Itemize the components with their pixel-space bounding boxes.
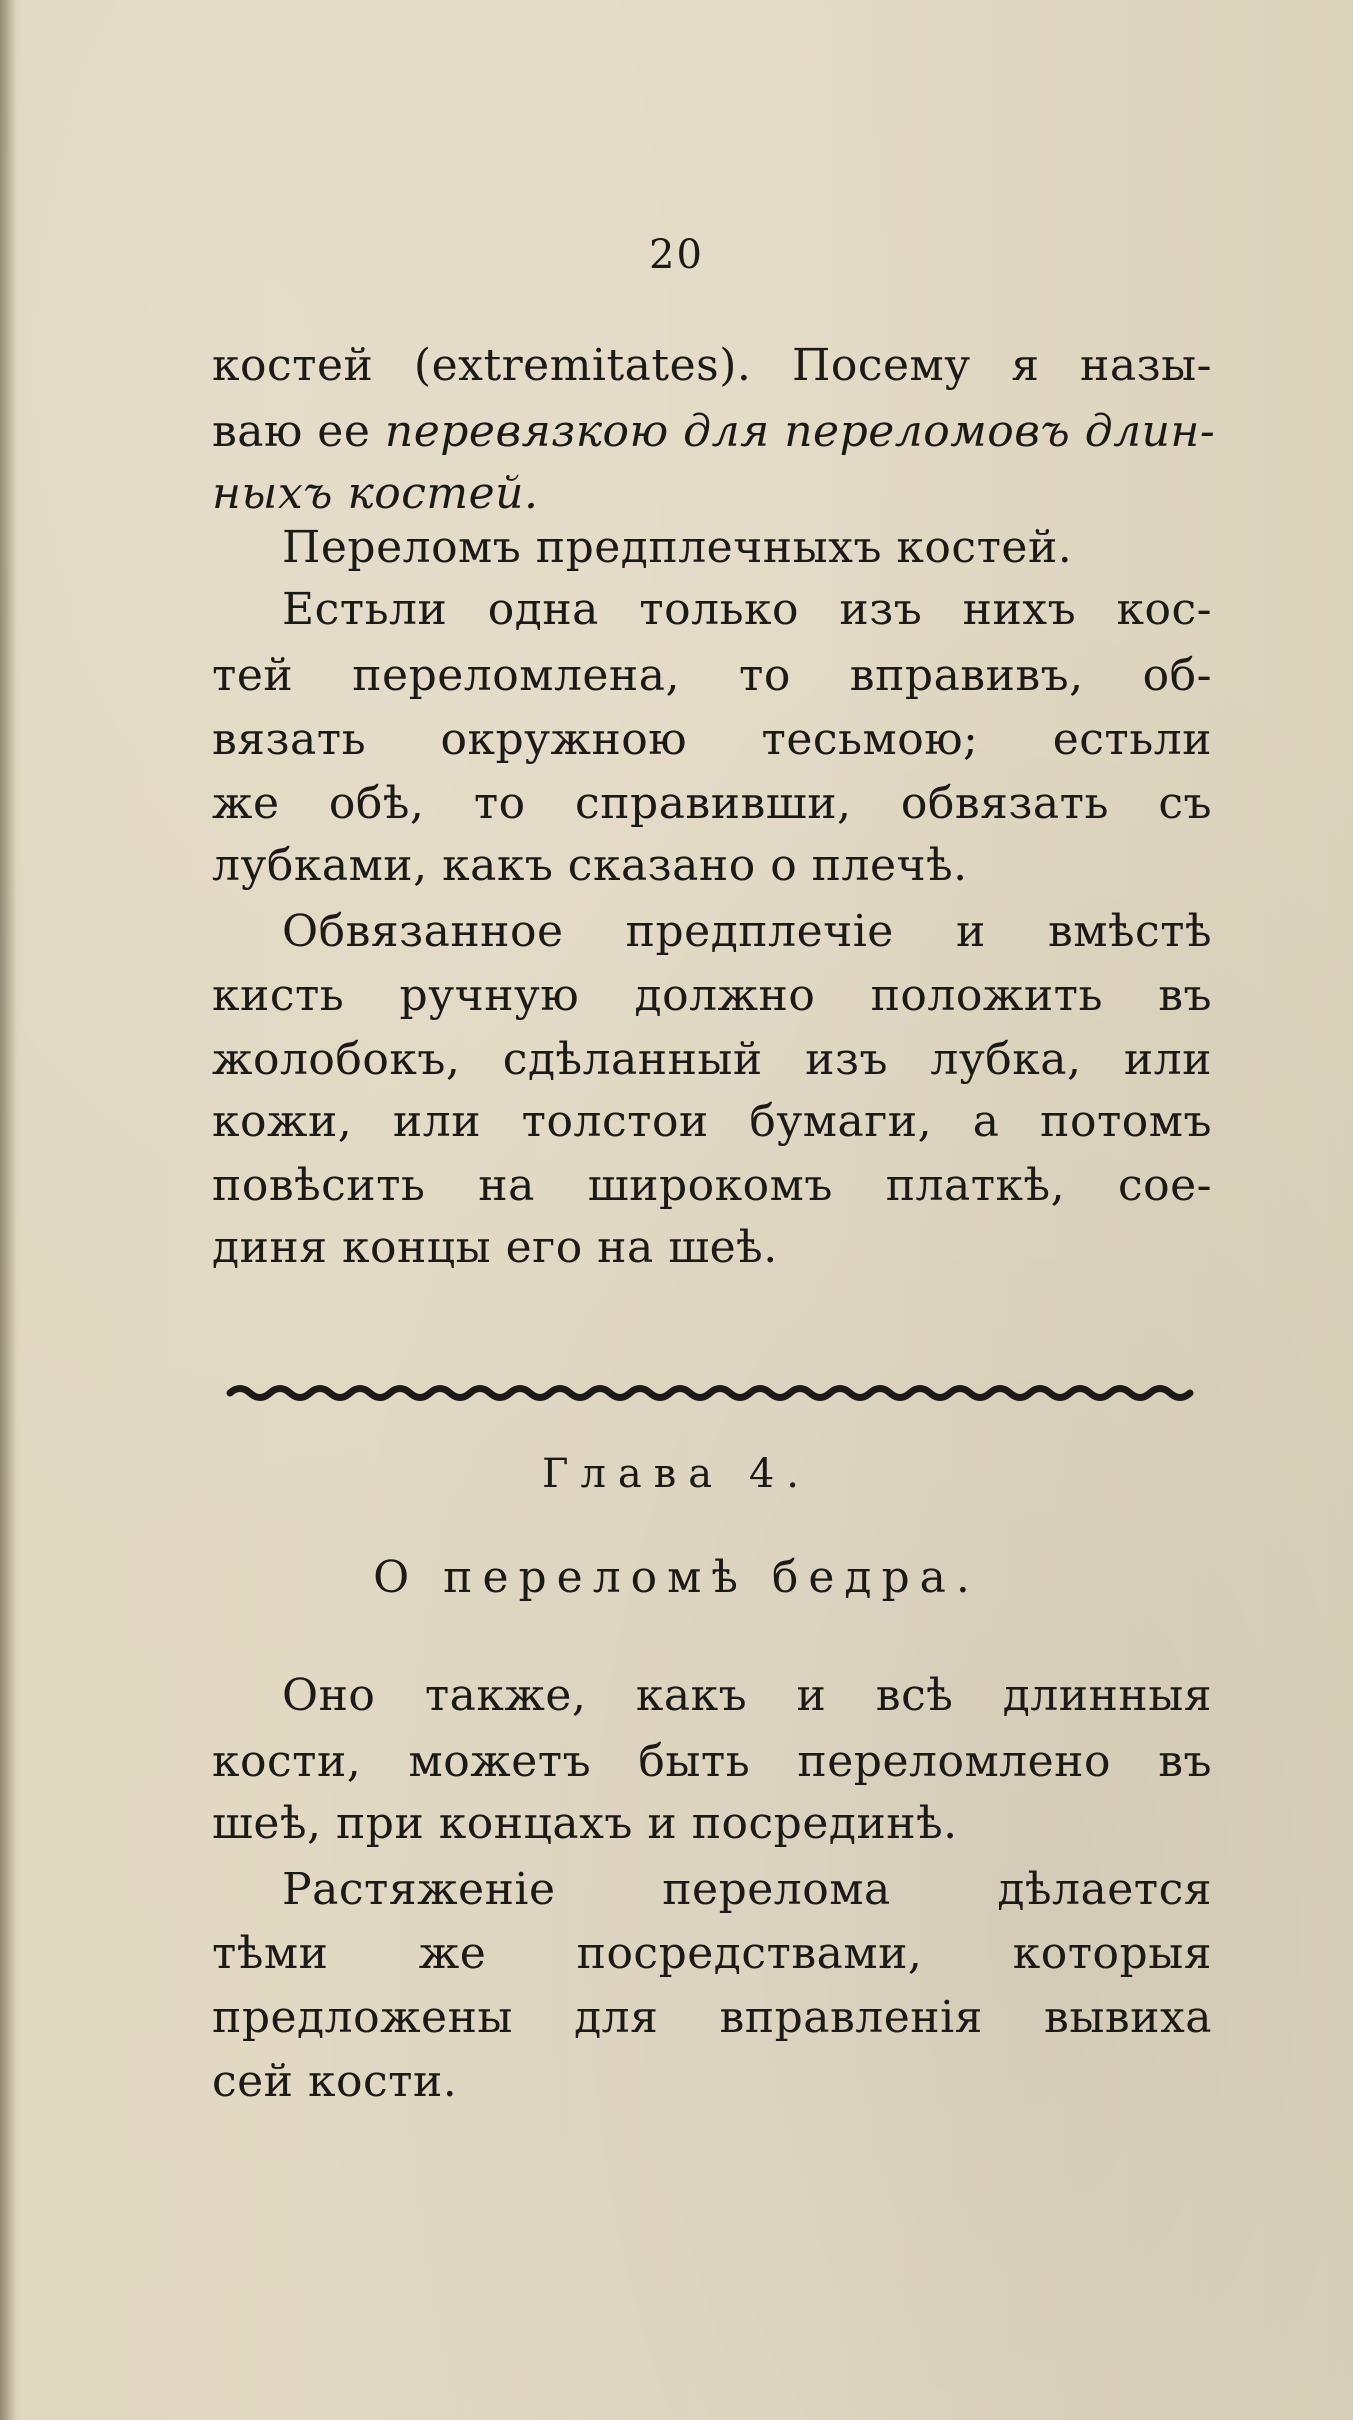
page-edge-shadow bbox=[0, 0, 16, 2420]
text-line-8: же обѣ, то справивши, обвязать съ bbox=[212, 778, 1212, 829]
text-line-5: Естьли одна только изъ нихъ кос- bbox=[282, 584, 1212, 635]
text-line-6: тей переломлена, то вправивъ, об- bbox=[212, 650, 1212, 701]
text-line-16: Оно также, какъ и всѣ длинныя bbox=[282, 1670, 1212, 1721]
text-line-2 bbox=[212, 400, 1216, 464]
text-line-15: диня концы его на шеѣ. bbox=[212, 1222, 778, 1273]
text-line-11: кисть ручную должно положить въ bbox=[212, 970, 1212, 1021]
text-line-17: кости, можетъ быть переломлено въ bbox=[212, 1736, 1212, 1787]
text-line-19: Растяженіе перелома дѣлается bbox=[282, 1864, 1212, 1915]
text-line-13: кожи, или толстои бумаги, а потомъ bbox=[212, 1096, 1212, 1147]
decorative-rule bbox=[226, 1376, 1202, 1406]
text-line-2-start: ваю ее bbox=[212, 406, 385, 457]
chapter-title: О переломѣ бедра. bbox=[373, 1552, 980, 1603]
text-line-21: предложены для вправленія вывиха bbox=[212, 1992, 1212, 2043]
text-line-22: сей кости. bbox=[212, 2056, 458, 2107]
text-line-7: вязать окружною тесьмою; естьли bbox=[212, 714, 1212, 765]
chapter-heading: Глава 4. bbox=[542, 1451, 811, 1497]
text-line-14: повѣсить на широкомъ платкѣ, сое- bbox=[212, 1160, 1212, 1211]
section-subheading: Переломъ предплечныхъ костей. bbox=[282, 522, 1073, 573]
text-line-18: шеѣ, при концахъ и посрединѣ. bbox=[212, 1798, 958, 1849]
text-line-9: лубками, какъ сказано о плечѣ. bbox=[212, 840, 968, 891]
text-line-3: ныхъ костей. bbox=[212, 468, 539, 519]
italic-term: перевязкою для переломовъ длин- bbox=[384, 406, 1216, 457]
page-number: 20 bbox=[649, 232, 704, 278]
text-line-1: костей (extremitates). Посему я назы- bbox=[212, 340, 1212, 391]
text-line-10: Обвязанное предплечіе и вмѣстѣ bbox=[282, 906, 1212, 957]
text-line-12: жолобокъ, сдѣланный изъ лубка, или bbox=[212, 1034, 1212, 1085]
text-line-20: тѣми же посредствами, которыя bbox=[212, 1928, 1212, 1979]
